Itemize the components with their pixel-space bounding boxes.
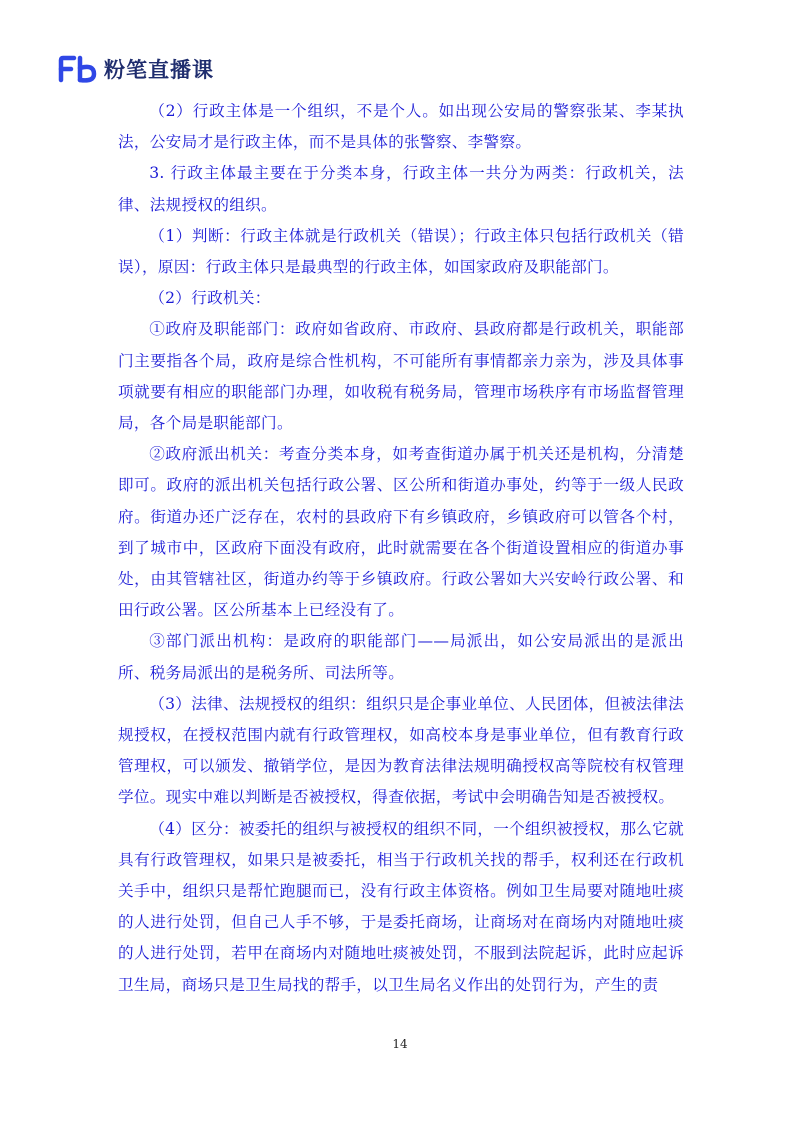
brand-name: 粉笔直播课	[104, 58, 214, 82]
paragraph: （1）判断：行政主体就是行政机关（错误）；行政主体只包括行政机关（错误），原因：行政主体只是最典型的行政主体，如国家政府及职能部门。	[118, 226, 684, 277]
brand-header	[58, 54, 214, 84]
document-body	[118, 96, 684, 1001]
paragraph: （2）行政机关：	[149, 289, 271, 308]
paragraph: ②政府派出机关：考查分类本身，如考查街道办属于机关还是机构，分清楚即可。政府的派出机关包括行政公署、区公所和街道办事处，约等于一级人民政府。街道办还广泛存在，农村的县政府下有乡镇政府，乡镇政府可以管各个村，到了城市中，区政府下面没有政府，此时就需要在各个街道设置相应的街道办事处，由其管辖社区，街道办约等于乡镇政府。行政公署如大兴安岭行政公署、和田行政公署。区公所基本上已经没有了。	[118, 445, 684, 620]
paragraph: ③部门派出机构：是政府的职能部门——局派出，如公安局派出的是派出所、税务局派出的是税务所、司法所等。	[118, 632, 684, 682]
paragraph: （3）法律、法规授权的组织：组织只是企事业单位、人民团体，但被法律法规授权，在授权范围内就有行政管理权，如高校本身是事业单位，但有教育行政管理权，可以颁发、撤销学位，是因为教育法律法规明确授权高等院校有权管理学位。现实中难以判断是否被授权，得查依据，考试中会明确告知是否被授权。	[118, 694, 684, 807]
fenbi-logo-icon	[58, 55, 98, 83]
paragraph: （2）行政主体是一个组织，不是个人。如出现公安局的警察张某、李某执法，公安局才是行政主体，而不是具体的张警察、李警察。	[118, 102, 684, 152]
paragraph: 3. 行政主体最主要在于分类本身，行政主体一共分为两类：行政机关，法律、法规授权的组织。	[118, 164, 684, 214]
paragraph: （4）区分：被委托的组织与被授权的组织不同，一个组织被授权，那么它就具有行政管理权，如果只是被委托，相当于行政机关找的帮手，权利还在行政机关手中，组织只是帮忙跑腿而已，没有行政主体资格。例如卫生局要对随地吐痰的人进行处罚，但自己人手不够，于是委托商场，让商场对在商场内对随地吐痰的人进行处罚，若甲在商场内对随地吐痰被处罚，不服到法院起诉，此时应起诉卫生局，商场只是卫生局找的帮手，以卫生局名义作出的处罚行为，产生的责	[118, 819, 684, 994]
page-number: 14	[392, 1037, 408, 1051]
paragraph: ①政府及职能部门：政府如省政府、市政府、县政府都是行政机关，职能部门主要指各个局，政府是综合性机构，不可能所有事情都亲力亲为，涉及具体事项就要有相应的职能部门办理，如收税有税务局，管理市场秩序有市场监督管理局，各个局是职能部门。	[118, 320, 684, 433]
